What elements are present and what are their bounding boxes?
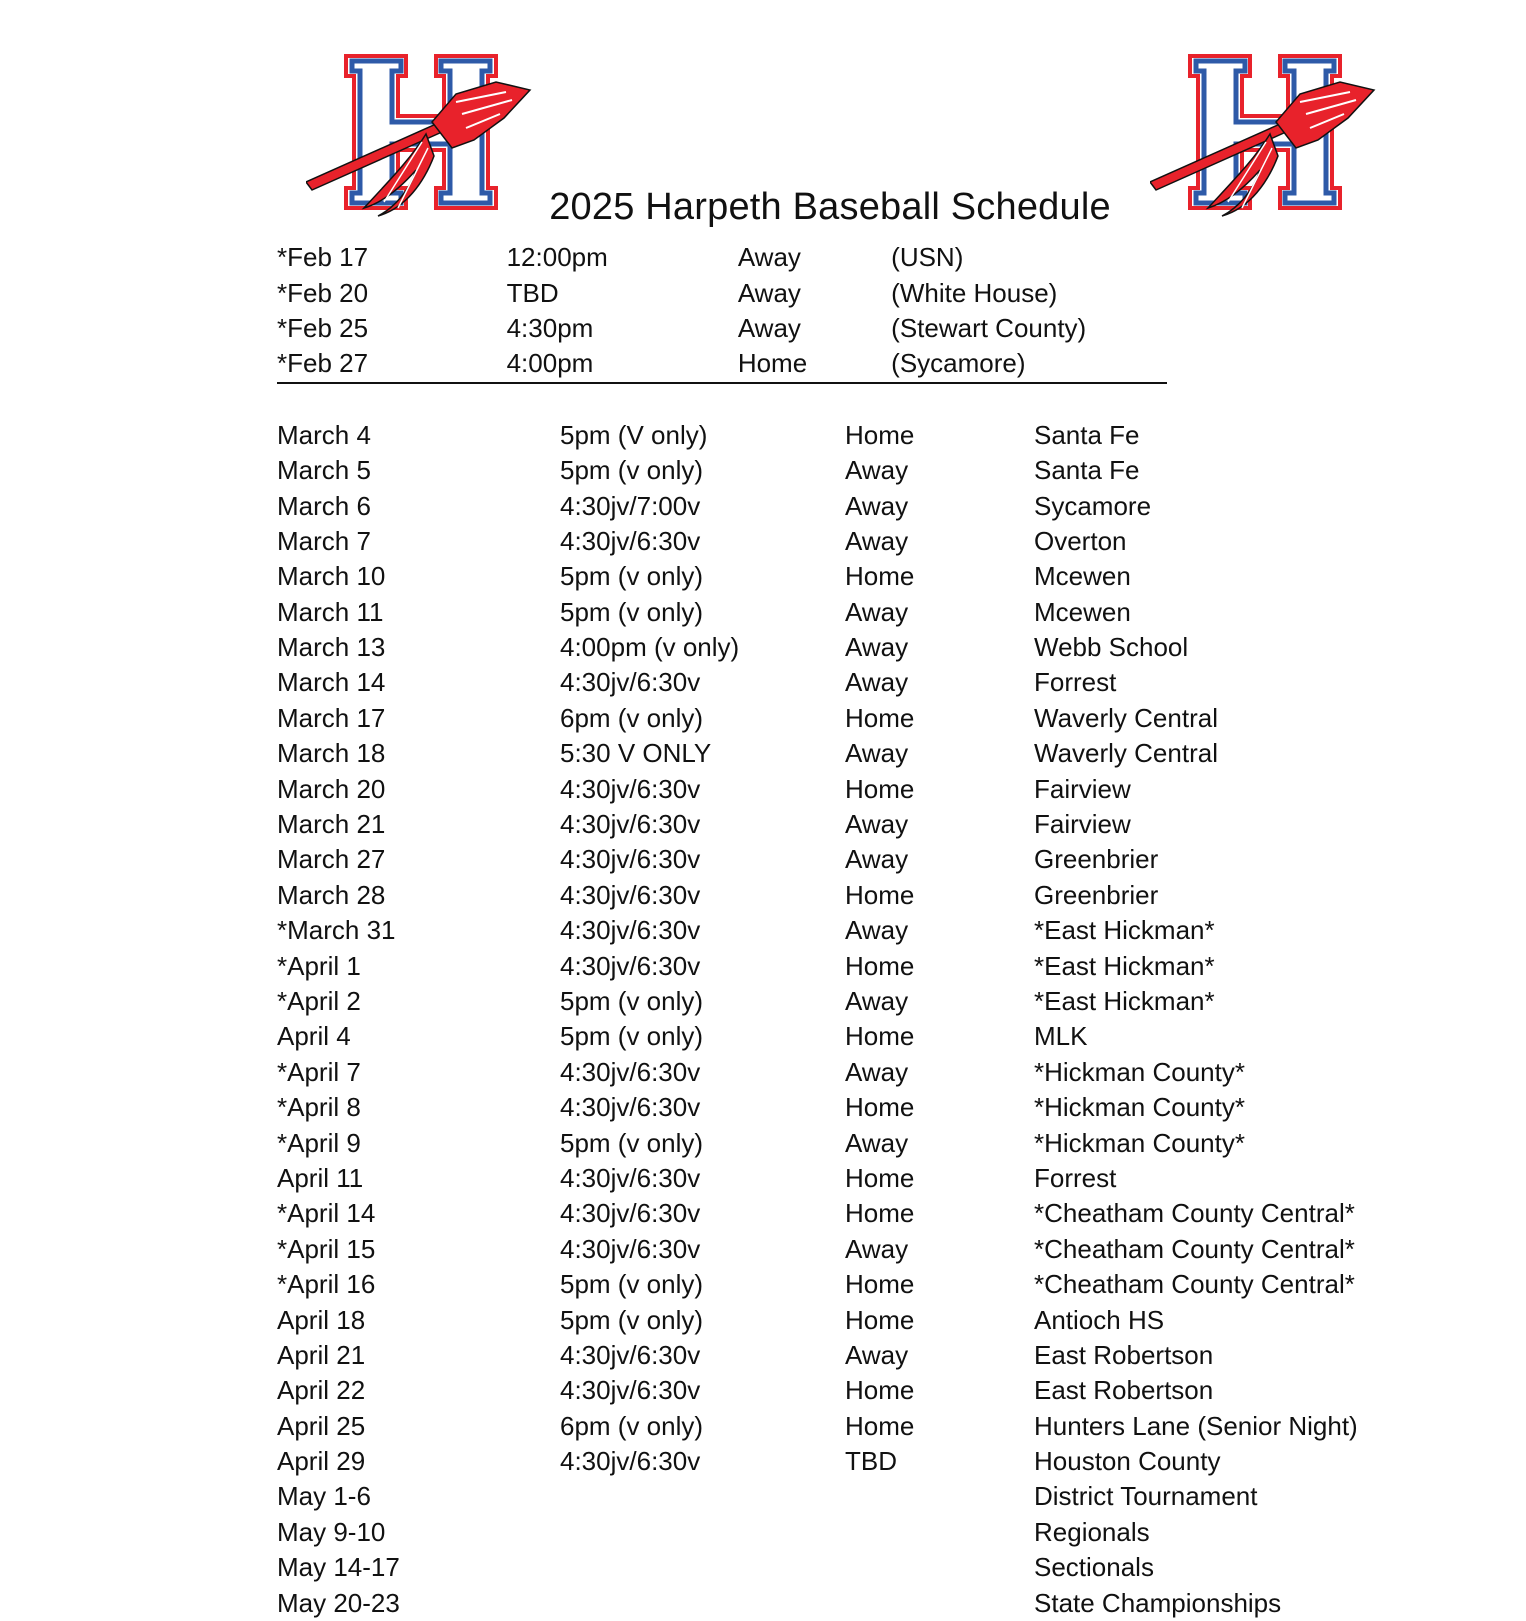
schedule-row [277, 346, 1167, 381]
schedule-row [277, 878, 1377, 913]
game-time: TBD [506, 277, 559, 308]
game-time: 4:30jv/6:30v [560, 1375, 701, 1406]
schedule-row [277, 595, 1377, 630]
schedule-row [277, 1055, 1377, 1090]
schedule-row [277, 1444, 1377, 1479]
game-date: May 9-10 [277, 1516, 386, 1547]
game-opponent: State Championships [1034, 1587, 1282, 1618]
game-date: *April 8 [277, 1092, 361, 1123]
schedule-row [277, 913, 1377, 948]
game-time: 5pm (v only) [560, 561, 704, 592]
game-opponent: Waverly Central [1034, 738, 1218, 769]
schedule-row [277, 1125, 1377, 1160]
game-time: 5pm (v only) [560, 1021, 704, 1052]
schedule-row [277, 1161, 1377, 1196]
game-opponent: (Sycamore) [891, 348, 1026, 379]
game-opponent: (Stewart County) [891, 312, 1087, 343]
schedule-row [277, 240, 1167, 275]
game-site: Home [845, 1410, 915, 1441]
game-site: Away [845, 596, 909, 627]
game-site: Home [845, 950, 915, 981]
game-time: 4:30jv/6:30v [560, 1056, 701, 1087]
game-time: 4:30jv/6:30v [560, 1162, 701, 1193]
game-time: 6pm (v only) [560, 702, 704, 733]
game-opponent: Santa Fe [1034, 455, 1140, 486]
game-opponent: Forrest [1034, 1162, 1117, 1193]
game-time: 5pm (V only) [560, 419, 708, 450]
game-date: *April 15 [277, 1233, 376, 1264]
game-date: March 28 [277, 879, 386, 910]
game-time: 4:30jv/6:30v [560, 1446, 701, 1477]
game-site: Home [845, 561, 915, 592]
schedule-row [277, 807, 1377, 842]
game-date: March 5 [277, 455, 371, 486]
game-opponent: Overton [1034, 525, 1127, 556]
game-date: April 29 [277, 1446, 366, 1477]
game-opponent: *East Hickman* [1034, 986, 1215, 1016]
game-date: March 10 [277, 561, 386, 592]
game-opponent: *Hickman County* [1034, 1092, 1245, 1123]
game-site: Away [845, 738, 909, 769]
game-site: Home [845, 419, 915, 450]
game-opponent: (USN) [891, 242, 964, 273]
game-date: March 4 [277, 419, 371, 450]
game-site: Home [845, 879, 915, 910]
game-site: Away [845, 844, 909, 875]
game-time: 5pm (v only) [560, 455, 704, 486]
game-date: March 13 [277, 632, 386, 663]
game-site: Home [737, 348, 808, 379]
schedule-row [277, 1338, 1377, 1373]
game-opponent: Sectionals [1034, 1552, 1154, 1583]
game-date: March 18 [277, 738, 386, 769]
game-site: Home [845, 702, 915, 733]
game-site: Away [845, 490, 909, 521]
game-date: March 27 [277, 844, 386, 875]
game-site: Away [845, 632, 909, 663]
game-date: April 18 [277, 1304, 366, 1335]
game-opponent: Fairview [1034, 809, 1131, 840]
schedule-row [277, 1267, 1377, 1302]
game-date: April 21 [277, 1339, 366, 1370]
schedule-row [277, 559, 1377, 594]
page-title: 2025 Harpeth Baseball Schedule [549, 186, 1111, 228]
game-opponent: East Robertson [1034, 1375, 1214, 1406]
game-time: 5pm (v only) [560, 1269, 704, 1300]
game-time: 4:30jv/6:30v [560, 950, 701, 981]
game-site: Home [845, 1021, 915, 1052]
game-site: Away [845, 1127, 909, 1158]
game-opponent: *Cheatham County Central* [1034, 1269, 1355, 1300]
schedule-row [277, 1232, 1377, 1267]
game-opponent: Hunters Lane (Senior Night) [1034, 1410, 1358, 1441]
schedule-table [277, 240, 1377, 1621]
game-opponent: Mcewen [1034, 561, 1131, 592]
schedule-row [277, 1302, 1377, 1337]
game-site: Away [845, 915, 909, 946]
game-site: Away [845, 1056, 909, 1087]
game-date: *April 7 [277, 1056, 361, 1087]
game-opponent: East Robertson [1034, 1339, 1214, 1370]
section-spacer [277, 384, 1377, 418]
schedule-row [277, 665, 1377, 700]
game-time: 5pm (v only) [560, 1127, 704, 1158]
game-time: 4:30jv/6:30v [560, 809, 701, 840]
game-opponent: Regionals [1034, 1516, 1150, 1547]
game-date: May 14-17 [277, 1552, 400, 1583]
game-site: Away [845, 986, 909, 1016]
game-date: *Feb 25 [277, 312, 369, 343]
game-date: *April 1 [277, 950, 361, 981]
game-time: 5pm (v only) [560, 596, 704, 627]
game-date: *April 2 [277, 986, 361, 1016]
game-opponent: Sycamore [1034, 490, 1152, 521]
game-time: 4:30jv/6:30v [560, 1233, 701, 1264]
game-time: 4:30jv/6:30v [560, 667, 701, 698]
game-opponent: Greenbrier [1034, 879, 1159, 910]
game-date: April 25 [277, 1410, 366, 1441]
schedule-row [277, 1090, 1377, 1125]
game-opponent: *Cheatham County Central* [1034, 1198, 1355, 1229]
game-opponent: Mcewen [1034, 596, 1131, 627]
game-site: Home [845, 1269, 915, 1300]
game-site: Away [737, 277, 801, 308]
game-time: 4:30jv/7:00v [560, 490, 701, 521]
game-opponent: (White House) [891, 277, 1058, 308]
game-time: 5:30 V ONLY [560, 738, 712, 769]
game-site: Away [845, 455, 909, 486]
game-opponent: MLK [1034, 1021, 1088, 1052]
game-date: *Feb 27 [277, 348, 369, 379]
game-time: 5pm (v only) [560, 1304, 704, 1335]
schedule-row [277, 736, 1377, 771]
game-date: *March 31 [277, 915, 396, 946]
game-time: 5pm (v only) [560, 986, 704, 1016]
game-date: *April 16 [277, 1269, 376, 1300]
game-site: Home [845, 773, 915, 804]
game-time: 4:30jv/6:30v [560, 773, 701, 804]
game-opponent: *East Hickman* [1034, 915, 1215, 946]
game-date: March 17 [277, 702, 386, 733]
game-time: 4:30jv/6:30v [560, 1198, 701, 1229]
schedule-row [277, 453, 1377, 488]
schedule-row [277, 1479, 1377, 1514]
game-site: Away [845, 809, 909, 840]
schedule-row [277, 1515, 1377, 1550]
game-opponent: Waverly Central [1034, 702, 1218, 733]
game-date: April 4 [277, 1021, 351, 1052]
schedule-row [277, 630, 1377, 665]
game-date: March 14 [277, 667, 386, 698]
game-time: 4:30jv/6:30v [560, 844, 701, 875]
game-date: March 7 [277, 525, 371, 556]
schedule-row [277, 1196, 1377, 1231]
game-site: Away [845, 525, 909, 556]
game-opponent: Santa Fe [1034, 419, 1140, 450]
schedule-row [277, 275, 1167, 310]
game-opponent: *East Hickman* [1034, 950, 1215, 981]
game-time: 4:30jv/6:30v [560, 915, 701, 946]
schedule-row [277, 488, 1377, 523]
game-time: 4:30jv/6:30v [560, 525, 701, 556]
game-site: Away [737, 312, 801, 343]
season-block [277, 418, 1377, 1621]
game-opponent: Greenbrier [1034, 844, 1159, 875]
game-site: Away [845, 667, 909, 698]
game-opponent: *Hickman County* [1034, 1056, 1245, 1087]
schedule-row [277, 311, 1167, 346]
game-time: 4:30jv/6:30v [560, 879, 701, 910]
game-site: Home [845, 1092, 915, 1123]
game-site: Home [845, 1304, 915, 1335]
schedule-row [277, 842, 1377, 877]
game-site: Away [737, 242, 801, 273]
game-time: 4:00pm [506, 348, 594, 379]
game-site: Away [845, 1339, 909, 1370]
game-site: Home [845, 1375, 915, 1406]
game-date: April 11 [277, 1162, 364, 1193]
schedule-row [277, 1585, 1377, 1620]
game-date: May 1-6 [277, 1481, 371, 1512]
schedule-row [277, 1019, 1377, 1054]
preseason-block [277, 240, 1167, 384]
schedule-row [277, 1373, 1377, 1408]
schedule-row [277, 1409, 1377, 1444]
game-opponent: *Cheatham County Central* [1034, 1233, 1355, 1264]
game-date: *Feb 17 [277, 242, 369, 273]
schedule-row [277, 701, 1377, 736]
game-date: March 6 [277, 490, 371, 521]
game-site: Away [845, 1233, 909, 1264]
game-opponent: *Hickman County* [1034, 1127, 1245, 1158]
schedule-row [277, 418, 1377, 453]
schedule-row [277, 524, 1377, 559]
game-date: *April 14 [277, 1198, 376, 1229]
game-date: March 11 [277, 596, 384, 627]
schedule-row [277, 1550, 1377, 1585]
game-date: March 20 [277, 773, 386, 804]
game-date: May 20-23 [277, 1587, 400, 1618]
game-time: 4:30jv/6:30v [560, 1339, 701, 1370]
game-opponent: Forrest [1034, 667, 1117, 698]
game-site: Home [845, 1198, 915, 1229]
game-site: Home [845, 1162, 915, 1193]
game-time: 12:00pm [506, 242, 608, 273]
game-date: *Feb 20 [277, 277, 369, 308]
game-time: 4:00pm (v only) [560, 632, 740, 663]
game-time: 6pm (v only) [560, 1410, 704, 1441]
game-site: TBD [845, 1446, 897, 1477]
game-time: 4:30jv/6:30v [560, 1092, 701, 1123]
schedule-row [277, 948, 1377, 983]
game-opponent: Fairview [1034, 773, 1131, 804]
game-date: April 22 [277, 1375, 366, 1406]
game-opponent: District Tournament [1034, 1481, 1258, 1512]
game-time: 4:30pm [506, 312, 594, 343]
game-date: March 21 [277, 809, 386, 840]
game-opponent: Webb School [1034, 632, 1189, 663]
game-opponent: Houston County [1034, 1446, 1221, 1477]
schedule-row [277, 771, 1377, 806]
game-opponent: Antioch HS [1034, 1304, 1165, 1335]
schedule-row [277, 984, 1377, 1019]
game-date: *April 9 [277, 1127, 361, 1158]
